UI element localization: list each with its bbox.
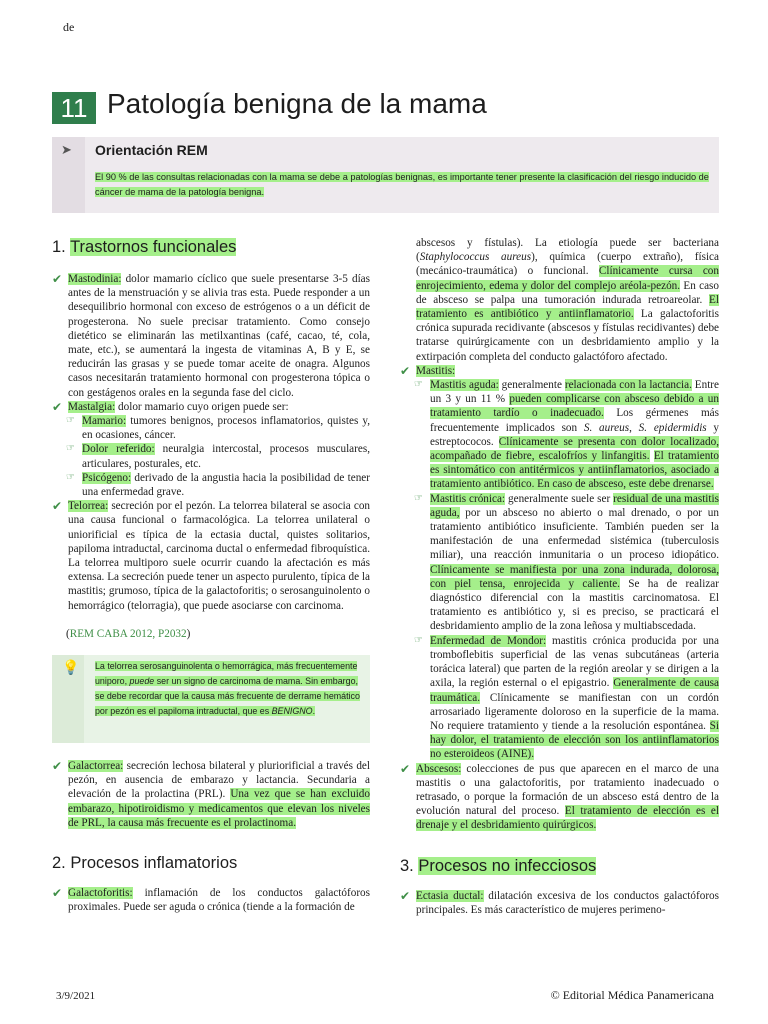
pointer-icon: ☞ — [414, 492, 423, 504]
term-text: secreción por el pezón. La telorrea bilateral se asocia con una causa funcional o farmacológica. La telorrea unilateral o uniorificial es típica de la ectasia ductal, quistes solitarios, papiloma intraductal, carcinoma ductal o enfermedad fibroquística. La telorrea multiporo suele ocurrir cuando la afectación es más extensa. La secreción puede tener un aspecto purulento, típica de la mastitis; grumoso, típica de la galactoforitis; o serosanguinolento o hemorrágico (telorragia), que puede asociarse con carcinoma. — [68, 500, 371, 612]
sub-item-mastitis-cronica: ☞ Mastitis crónica: generalmente suele ser residual de una mastitis aguda, por un absceso no abierto o mal drenado, o por un tratamiento antibiótico insuficiente. También pueden ser la manifestación de una enfermedad sistémica (tuberculosis miliar), una reacción inmunitaria o un proceso idiopático. Clínicamente se manifiesta por una zona indurada, dolorosa, con piel tensa, enrojecida y caliente. Se ha de realizar diagnóstico diferencial con la mastitis carcinomatosa. El tratamiento es antibiótico y, si es preciso, se practicará el desbridamiento amplio de la zona leñosa y multiabscedada. — [414, 492, 719, 633]
list-item-ectasia: ✔ Ectasia ductal: dilatación excesiva de los conductos galactóforos principales. Es más característico de mujeres perimeno- — [400, 888, 719, 916]
term-text: derivado de la angustia hacia la posibilidad de tener una enfermedad grave. — [82, 471, 370, 499]
term-label: Mamario: — [82, 415, 127, 428]
check-icon: ✔ — [400, 888, 411, 903]
term-highlight: Una vez que se han excluido embarazo, hipotiroidismo y medicamentos que elevan los niveles de PRL, la causa más frecuente es el prolactinoma. — [68, 788, 370, 829]
lightbulb-icon: 💡 — [62, 660, 80, 677]
term-text: tumores benignos, procesos inflamatorios, quistes y, en ocasiones, cáncer. — [82, 415, 371, 442]
galactoforitis-continued: abscesos y fístulas). La etiología puede ser bacteriana (Staphylococcus aureus), química (cuerpo extraño), física (mecánico-traumática) o funcional. Clínicamente cursa con enrojecimiento, edema y dolor del complejo aréola-pezón. En caso de absceso se palpa una tumoración indurada retroareolar. El tratamiento es antibiótico y antiinflamatorio. La galactoforitis crónica supurada recidivante (abscesos y fístulas recidivantes) debe tratarse quirúrgicamente con un desbridamiento amplio y la extirpación completa del conducto galactóforo afectado. — [416, 237, 720, 363]
term-text: inflamación de los conductos galactóforos proximales. Puede ser aguda o crónica (tiende a la formación de — [68, 887, 370, 914]
section-number: 1. — [52, 238, 66, 256]
rem-title: Orientación REM — [95, 142, 208, 158]
check-icon: ✔ — [52, 886, 63, 901]
sub-item-referido — [52, 442, 370, 470]
left-column — [52, 236, 370, 915]
term-text: dolor mamario cuyo origen puede ser: — [118, 400, 289, 413]
term-label: Psicógeno: — [82, 471, 132, 484]
section-heading-2 — [52, 852, 370, 874]
check-icon: ✔ — [400, 363, 411, 378]
pointer-icon: ☞ — [66, 471, 75, 483]
term-label: Mastitis: — [416, 364, 456, 377]
chapter-title: Patología benigna de la mama — [107, 88, 487, 119]
sub-item-mondor: ☞ Enfermedad de Mondor: mastitis crónica producida por una tromboflebitis superficial de las venas subcutáneas (arteria torácica lateral) que parten de la región areolar y se dirigen a la axila, la región esternal o el epigastrio. Generalmente de causa traumática. Clínicamente se manifiestan con un cordón arrosariado ligeramente doloroso en la superficie de la mama. No requiere tratamiento y tiende a la resolución espontánea. Si hay dolor, el tratamiento de elección son los antiinflamatorios no esteroideos (AINE). — [414, 634, 719, 761]
term-label: Galactoforitis: — [68, 887, 133, 900]
section-title: Procesos no infecciosos — [418, 856, 597, 875]
right-column — [400, 236, 719, 917]
section-number: 3. — [400, 856, 414, 875]
pointer-icon: ☞ — [414, 379, 423, 391]
pointer-icon: ☞ — [66, 443, 75, 455]
list-item-mastodinia — [52, 272, 370, 400]
footer-date: 3/9/2021 — [56, 990, 96, 1002]
term-label: Galactorrea: — [68, 760, 124, 773]
check-icon: ✔ — [400, 761, 411, 776]
check-icon: ✔ — [52, 272, 63, 286]
tip-text: La telorrea serosanguinolenta o hemorrágica, más frecuentemente uniporo, puede ser un signo de carcinoma de mama. Sin embargo, se debe recordar que la causa más frecuente de derrame hemático por pezón es el papiloma intraductal, que es BENIGNO. — [95, 661, 360, 717]
chapter-number: 11 — [52, 92, 96, 124]
section-title: Procesos inflamatorios — [70, 854, 238, 873]
list-item-galactorrea — [52, 759, 370, 830]
check-icon: ✔ — [52, 399, 63, 414]
term-text: neuralgia intercostal, procesos musculares, articulares, posturales, etc. — [82, 443, 370, 470]
term-label: Telorrea: — [68, 500, 109, 513]
reference: (REM CABA 2012, P2032) — [66, 627, 191, 640]
term-text: dolor mamario cíclico que suele presentarse 3-5 días antes de la menstruación y se alivia tras esta. Puede responder a un desequilibrio hormonal con exceso de estrógenos o a un déficit de progesterona. No suele precisar tratamiento. Como consejo dietético se eliminarán las metilxantinas (café, cacao, té, cola, mate, etc.), se aumentará la ingesta de vitaminas A, B y E, se reducirán las grasas y se puede tomar aceite de onagra. Algunos casos necesitarán tratamiento hormonal con progesterona tópica o con gestágenos orales en la segunda fase del ciclo. — [68, 273, 370, 399]
rem-side-strip — [52, 137, 85, 213]
footer-publisher: © Editorial Médica Panamericana — [550, 988, 714, 1002]
pointer-icon: ☞ — [414, 634, 423, 646]
sub-item-mastitis-aguda: ☞ Mastitis aguda: generalmente relacionada con la lactancia. Entre un 3 y un 11 % pueden complicarse con absceso debido a un tratamiento tardío o inadecuado. Los gérmenes más frecuentemente implicados son S. aureus, S. epidermidis y estreptococos. Clínicamente se presenta con dolor localizado, acompañado de fiebre, escalofríos y linfangitis. El tratamiento es sintomático con antitérmicos y antiinflamatorios, asociado a tratamiento antibiótico. En caso de absceso, este debe drenarse. — [414, 379, 720, 491]
list-item-abscesos: ✔ Abscesos: colecciones de pus que aparecen en el marco de una mastitis o una galactoforitis, por tratamiento inadecuado o retrasado, o porque la formación de un absceso está dentro de la evolución natural del proceso. El tratamiento de elección es el drenaje y el desbridamiento quirúrgicos. — [400, 761, 719, 832]
section-heading-3 — [400, 855, 719, 877]
sub-item-mamario — [52, 414, 370, 442]
sub-item-psicogeno — [52, 471, 370, 499]
reference-link[interactable]: REM CABA 2012, P2032 — [69, 627, 187, 640]
arrow-pointer-icon: ➤ — [61, 143, 72, 158]
term-label: Dolor referido: — [82, 443, 155, 456]
term-label: Mastodinia: — [68, 273, 122, 285]
term-text: secreción lechosa bilateral y pluriorificial a través del pezón, en ausencia de embarazo y lactancia. Secundaria a elevación de la prolactina (PRL). — [68, 760, 370, 801]
section-number: 2. — [52, 854, 66, 873]
tip-box — [52, 655, 370, 743]
header-word: de — [63, 20, 75, 34]
check-icon: ✔ — [52, 499, 63, 514]
section-title: Trastornos funcionales — [70, 238, 237, 256]
tip-side-strip — [52, 655, 84, 743]
pointer-icon: ☞ — [66, 415, 75, 427]
list-item-galactoforitis — [52, 886, 370, 914]
term-label: Mastalgia: — [68, 400, 116, 413]
rem-text: El 90 % de las consultas relacionadas con la mama se debe a patologías benignas, es importante tener presente la clasificación del riesgo inducido de cáncer de mama de la patología benigna. — [95, 172, 709, 197]
list-item-mastalgia — [52, 400, 370, 414]
check-icon: ✔ — [52, 759, 63, 774]
rem-orientation-box — [52, 137, 719, 213]
list-item-telorrea — [52, 499, 370, 613]
section-heading-1 — [52, 236, 370, 258]
list-item-mastitis — [400, 364, 719, 378]
